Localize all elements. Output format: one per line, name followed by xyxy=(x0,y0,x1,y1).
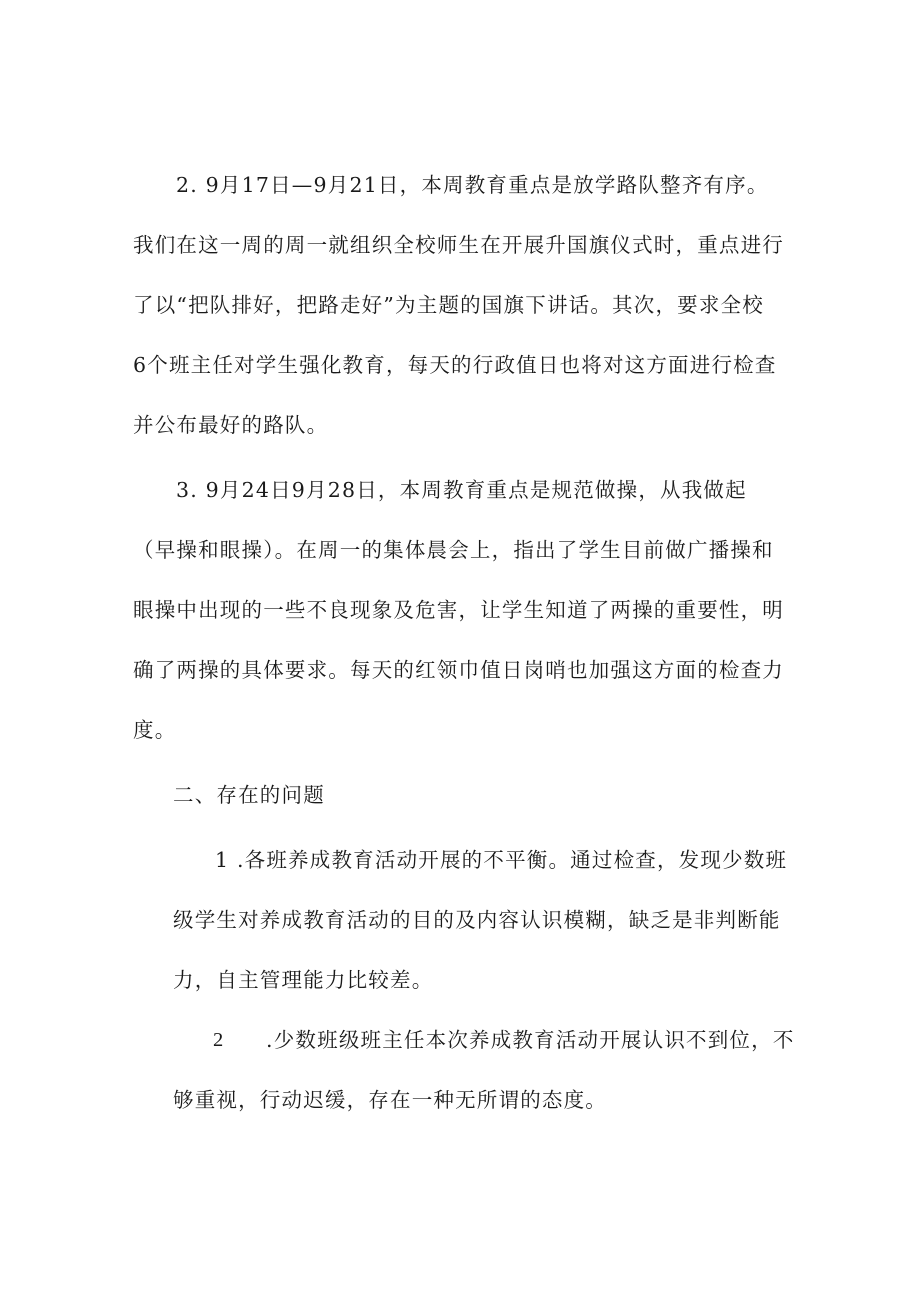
item2-line-1: 2. 9月17日—9月21日，本周教育重点是放学路队整齐有序。 xyxy=(176,173,769,197)
section-heading: 二、存在的问题 xyxy=(173,783,325,807)
item2-line-5: 并公布最好的路队。 xyxy=(133,413,329,437)
item3-line-2: （早操和眼操）。在周一的集体晨会上，指出了学生目前做广播操和 xyxy=(133,538,774,562)
problem1-line-1: 1 .各班养成教育活动开展的不平衡。通过检查，发现少数班 xyxy=(215,848,788,872)
item2-line-4: 6个班主任对学生强化教育，每天的行政值日也将对这方面进行检查 xyxy=(133,353,777,377)
item3-line-5: 度。 xyxy=(133,718,177,742)
problem2-number: 2 xyxy=(213,1029,224,1051)
problem2-line-2: 够重视，行动迟缓，存在一种无所谓的态度。 xyxy=(173,1088,607,1112)
item3-line-4: 确了两操的具体要求。每天的红领巾值日岗哨也加强这方面的检查力 xyxy=(133,658,784,682)
problem1-line-3: 力，自主管理能力比较差。 xyxy=(173,968,434,992)
item2-line-3: 了以“把队排好，把路走好”为主题的国旗下讲话。其次，要求全校 xyxy=(133,293,764,317)
item3-line-3: 眼操中出现的一些不良现象及危害，让学生知道了两操的重要性，明 xyxy=(133,598,784,622)
item3-line-1: 3. 9月24日9月28日，本周教育重点是规范做操，从我做起 xyxy=(176,478,747,502)
problem2-line-1: .少数班级班主任本次养成教育活动开展认识不到位，不 xyxy=(266,1028,795,1052)
item2-line-2: 我们在这一周的周一就组织全校师生在开展升国旗仪式时，重点进行 xyxy=(133,233,784,257)
problem1-line-2: 级学生对养成教育活动的目的及内容认识模糊，缺乏是非判断能 xyxy=(173,908,781,932)
